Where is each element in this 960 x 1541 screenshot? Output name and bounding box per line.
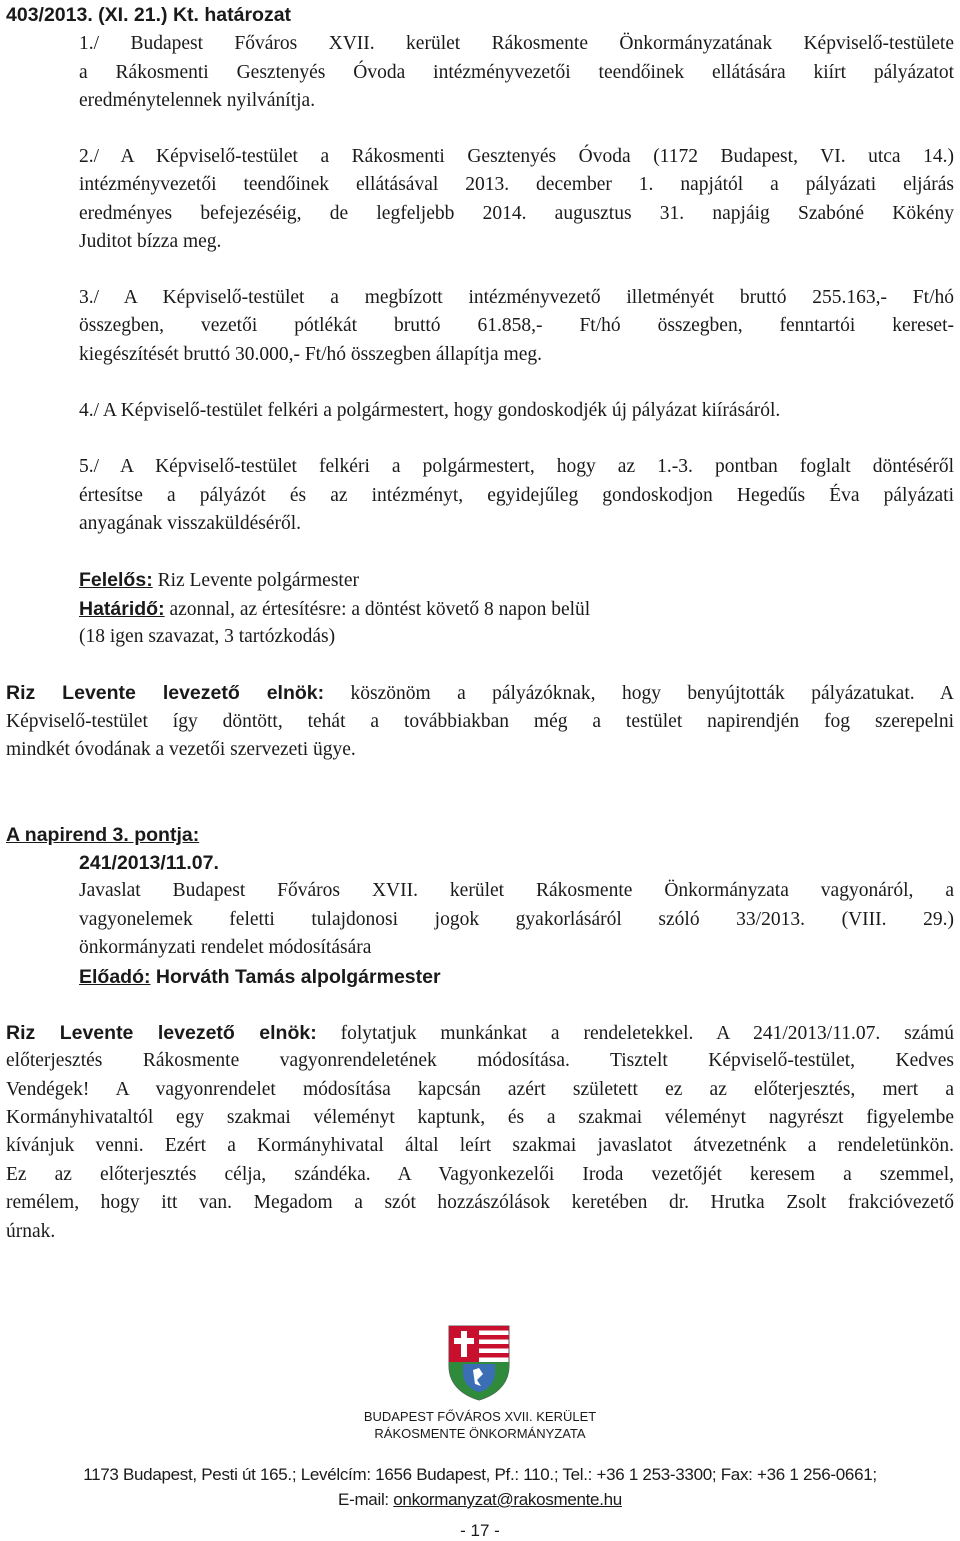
footer-email-label: E-mail:: [338, 1490, 394, 1509]
p3-line-3: kiegészítését bruttó 30.000,- Ft/hó összegben állapítja meg.: [79, 344, 543, 365]
speech1-text: köszönöm a pályázóknak, hogy benyújtották pályázatukat. A: [324, 683, 955, 704]
speech2-line-1: [6, 1020, 954, 1047]
responsible-line: [79, 567, 359, 594]
p3-line-2: összegben, vezetői pótlékát bruttó 61.858,- Ft/hó összegben, fenntartói kereset-: [79, 315, 954, 336]
responsible-label: Felelős:: [79, 569, 153, 591]
footer-email-line: [0, 1489, 960, 1511]
footer-address: 1173 Budapest, Pesti út 165.; Levélcím: 1656 Budapest, Pf.: 110.; Tel.: +36 1 253-3300; Fax: +36 1 256-0661;: [83, 1465, 877, 1484]
p1-line-3: eredménytelennek nyilvánítja.: [79, 90, 316, 111]
p2-line-2: intézményvezetői teendőinek ellátásával 2013. december 1. napjától a pályázati eljárás: [79, 174, 954, 195]
agenda-text-line-1: Javaslat Budapest Főváros XVII. kerület Rákosmente Önkormányzata vagyonáról, a: [79, 880, 954, 901]
speaker-label-2: Riz Levente levezető elnök:: [6, 1022, 317, 1044]
p5-line-1: 5./ A Képviselő-testület felkéri a polgármestert, hogy az 1.-3. pontban foglalt döntéséről: [79, 456, 954, 477]
agenda-title: A napirend 3. pontja:: [6, 824, 200, 846]
speech2-line-2: előterjesztés Rákosmente vagyonrendeletének módosítása. Tisztelt Képviselő-testület, Kedves: [6, 1050, 954, 1071]
presenter-line: [79, 964, 441, 990]
speech1-line-1: [6, 680, 954, 707]
coat-of-arms-icon: [447, 1324, 511, 1402]
agenda-text-line-3: önkormányzati rendelet módosítására: [79, 937, 372, 958]
p1-line-2: a Rákosmenti Gesztenyés Óvoda intézményvezetői teendőinek ellátására kiírt pályázatot: [79, 62, 954, 83]
speech2-line-3: Vendégek! A vagyonrendelet módosítása kapcsán azért született ez az előterjesztés, mert a: [6, 1079, 954, 1100]
footer-org-line-2: RÁKOSMENTE ÖNKORMÁNYZATA: [374, 1426, 586, 1441]
responsible-value: Riz Levente polgármester: [152, 570, 359, 591]
p1-line-1: 1./ Budapest Főváros XVII. kerület Rákosmente Önkormányzatának Képviselő-testülete: [79, 33, 954, 54]
p4-line: 4./ A Képviselő-testület felkéri a polgármestert, hogy gondoskodjék új pályázat kiírásáról.: [79, 400, 781, 421]
p5-line-2: értesítse a pályázót és az intézményt, egyidejűleg gondoskodjon Hegedűs Éva pályázati: [79, 485, 954, 506]
speech2-line-5: kívánjuk venni. Ezért a Kormányhivatal által leírt szakmai javaslatot átvezetnénk a rendeletünkön.: [6, 1135, 954, 1156]
agenda-number: 241/2013/11.07.: [79, 852, 219, 874]
footer-email-link[interactable]: onkormanyzat@rakosmente.hu: [393, 1490, 622, 1509]
speech2-line-6: Ez az előterjesztés célja, szándéka. A Vagyonkezelői Iroda vezetőjét keresem a szemmel,: [6, 1164, 954, 1185]
p2-line-4: Juditot bízza meg.: [79, 231, 222, 252]
speech2-text: folytatjuk munkánkat a rendeletekkel. A 241/2013/11.07. számú: [316, 1023, 954, 1044]
deadline-line: [79, 596, 590, 623]
speech1-line-2: Képviselő-testület így döntött, tehát a továbbiakban még a testület napirendjén fog szerepelni: [6, 711, 954, 732]
p5-line-3: anyagának visszaküldéséről.: [79, 513, 302, 534]
p2-line-1: 2./ A Képviselő-testület a Rákosmenti Gesztenyés Óvoda (1172 Budapest, VI. utca 14.): [79, 146, 954, 167]
deadline-label: Határidő:: [79, 598, 165, 620]
p3-line-1: 3./ A Képviselő-testület a megbízott intézményvezető illetményét bruttó 255.163,- Ft/hó: [79, 287, 954, 308]
speech2-line-4: Kormányhivataltól egy szakmai véleményt kaptunk, és a szakmai véleményt nagyrészt figyelembe: [6, 1107, 954, 1128]
speech2-line-7: remélem, hogy itt van. Megadom a szót hozzászólások keretében dr. Hrutka Zsolt frakcióvezető: [6, 1192, 954, 1213]
p2-line-3: eredményes befejezéséig, de legfeljebb 2014. augusztus 31. napjáig Szabóné Kökény: [79, 203, 954, 224]
vote-result: (18 igen szavazat, 3 tartózkodás): [79, 626, 336, 647]
resolution-heading: 403/2013. (XI. 21.) Kt. határozat: [6, 4, 292, 26]
speaker-label: Riz Levente levezető elnök:: [6, 682, 325, 704]
speech2-line-8: úrnak.: [6, 1221, 56, 1242]
presenter-value: Horváth Tamás alpolgármester: [150, 966, 441, 988]
page-number: - 17 -: [460, 1521, 500, 1540]
deadline-value: azonnal, az értesítésre: a döntést követő 8 napon belül: [164, 599, 591, 620]
presenter-label: Előadó:: [79, 966, 151, 988]
speech1-line-3: mindkét óvodának a vezetői szervezeti ügye.: [6, 739, 356, 760]
agenda-text-line-2: vagyonelemek feletti tulajdonosi jogok gyakorlásáról szóló 33/2013. (VIII. 29.): [79, 909, 954, 930]
footer-org-line-1: BUDAPEST FŐVÁROS XVII. KERÜLET: [363, 1409, 597, 1424]
